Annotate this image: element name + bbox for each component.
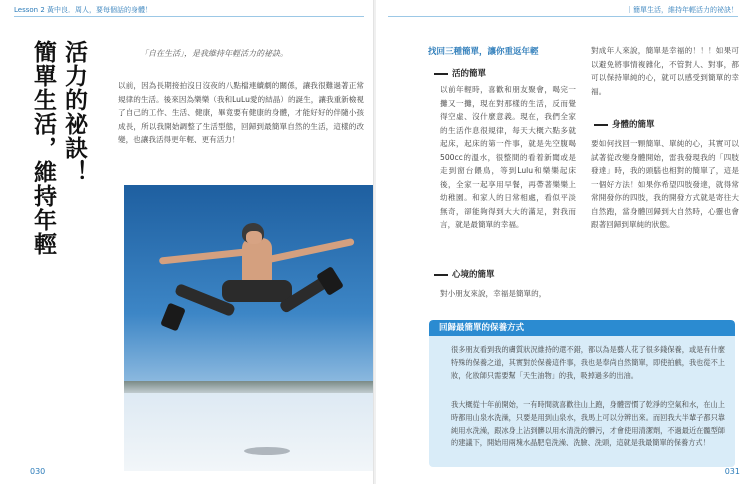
- section-1-text: 以前年輕時，喜歡和朋友聚會，喝完一攤又一攤，現在對那樣的生活，反而覺得空虛、沒什麼意義。現在，我們全家的生活作息很規律，每天大概六點多就起床，起床的第一件事，就是先空腹喝500cc的溫水，很整間的看着新聞或是走到窗台餵鳥，等到Lulu和樂樂起床後，全家一起享用早餐，再帶著樂樂上幼稚園。和家人的日常相處，看似平淡無奇，卻能夠得到大大的滿足，對我而言，就是最簡單的幸福。: [440, 85, 576, 229]
- sidebar-paragraph-2: 我大概從十年前開始，一有時間就喜歡往山上跑，身體習慣了乾淨的空氣和水，在山上時都用山泉水洗澡，只要是用到山泉水，我馬上可以分辨出來。而回我大半輩子都只靠純用水洗澡，跟冰身上沾到髒以用水清洗的髒污，才會使用清潔劑，不過最近在髖型師的建議下，開始用兩塊水晶肥皂洗澡、洗臉、洗頭，這就是我最簡單的保養方式！: [451, 400, 725, 448]
- left-page: [0, 0, 374, 484]
- sidebar-box-title: 回歸最簡單的保養方式: [429, 320, 735, 336]
- left-header-rule: [14, 16, 364, 17]
- left-running-header: Lesson 2 黃中良．周人，要每個話的身體！: [14, 6, 153, 14]
- section-3-heading: [594, 118, 655, 130]
- vertical-title-line-2: 簡單生活，維持年輕: [30, 40, 57, 256]
- photo-face: [246, 231, 262, 244]
- sidebar-paragraph-1: 很多朋友看到我的膚質狀況維持的還不錯，都以為是藝人花了很多錢保養，或是有什麼特殊的保養之道，其實對於保養這件事，我也是奉尚自然簡單，即使拍戲，我也從不上妝，化妝師只需要幫「天生油物」的我，吸掉過多的出油。: [451, 345, 725, 380]
- right-running-header: ｜簡單生活，維持年輕活力的祕訣！: [626, 6, 738, 14]
- section-1-bar: [434, 73, 448, 75]
- photo-shadow: [244, 447, 290, 455]
- section-1-heading: [434, 67, 486, 79]
- photo-pants: [222, 280, 292, 302]
- photo-arm-right: [267, 238, 355, 263]
- vertical-title-line-1: 活力的祕訣！: [61, 40, 88, 184]
- section-2-title: 心境的簡單: [452, 270, 495, 280]
- photo-torso: [242, 238, 272, 286]
- right-header-rule: [388, 16, 738, 17]
- photo-treeline: [124, 381, 374, 393]
- section-1-title: 活的簡單: [452, 69, 487, 79]
- section-2-text: 對小朋友來說，幸福是簡單的，: [440, 289, 547, 298]
- section-2-continued-text: 對成年人來說，簡單是幸福的！！！如果可以避免將事情複雜化，不管對人、對事，都可以保持單純的心，就可以感受到簡單的幸福。: [591, 46, 739, 96]
- jumping-man-photo: [124, 185, 374, 471]
- section-3-bar: [594, 124, 608, 126]
- photo-arm-left: [159, 248, 247, 264]
- section-3-title: 身體的簡單: [612, 120, 655, 130]
- intro-quote: 「自在生活」，是我維持年輕活力的祕訣。: [140, 49, 288, 58]
- section-2-heading: [434, 268, 495, 280]
- section-2-bar: [434, 274, 448, 276]
- skincare-sidebar-box: [429, 320, 735, 467]
- section-3-text: 要如何找回一顆簡單、單純的心，其實可以試著從改變身體開始，雷我發現我的「四肢發達」時，我的頭腦也相對的簡單了，這是一個好方法！如果你希望四肢發達，就得常常開發你的四肢，我的開發方式就是寄往大自然跑，當身體回歸到大自然時，心靈也會跟著回歸到單純的狀態。: [591, 139, 739, 229]
- right-subheading: 找回三種簡單，讓你重返年輕: [428, 47, 539, 57]
- right-page-number: 031: [724, 467, 740, 476]
- photo-boot-left: [160, 303, 186, 332]
- intro-paragraph: 以前，因為長期接拍沒日沒夜的八點檔連續劇的關係，讓我很難過著正常規律的生活。後來因為樂樂（我和LuLu愛的結晶）的誕生，讓我重新檢視了自己的工作、生活、健康，畢竟要有健康的身體，才能好好的伴隨小孩成長，所以我開始調整了生活型態，回歸到最簡單自然的生活，這樣的改變，也讓我活得更年輕、更有活力！: [118, 81, 364, 144]
- right-page: [376, 0, 750, 484]
- left-page-number: 030: [30, 467, 46, 476]
